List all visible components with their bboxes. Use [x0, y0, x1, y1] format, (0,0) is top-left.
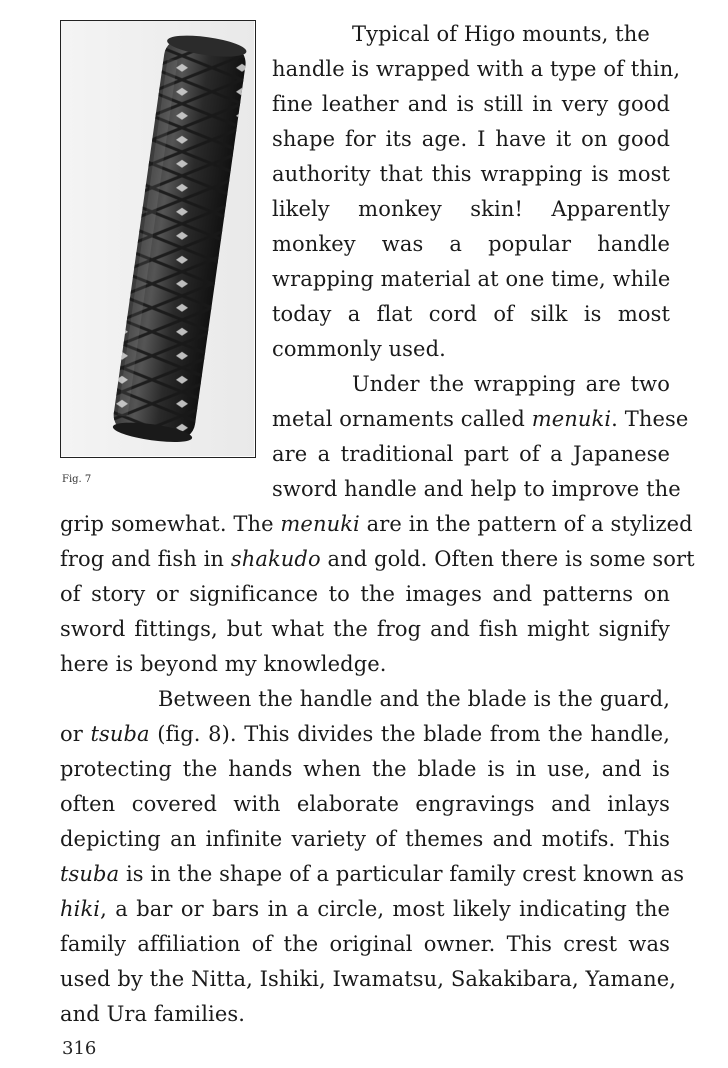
text-line: of story or significance to the images and patterns on — [60, 582, 670, 606]
text-line: handle is wrapped with a type of thin, — [272, 57, 681, 81]
text-line: sword handle and help to improve the — [272, 477, 681, 501]
figure-caption: Fig. 7 — [62, 474, 92, 485]
term-menuki: menuki — [280, 512, 360, 536]
text-span: and gold. Often there is some sort — [320, 547, 695, 571]
text-line: Typical of Higo mounts, the — [352, 22, 650, 46]
text-span: , a bar or bars in a circle, most likely indicating the — [100, 897, 670, 921]
sword-handle-photo — [61, 21, 254, 456]
text-line — [60, 892, 670, 927]
text-line: fine leather and is still in very good — [272, 92, 670, 116]
text-line: often covered with elaborate engravings and inlays — [60, 792, 670, 816]
text-span: are in the pattern of a stylized — [359, 512, 693, 536]
term-tsuba: tsuba — [60, 862, 120, 886]
text-line: monkey was a popular handle — [272, 232, 670, 256]
text-line — [60, 857, 685, 892]
term-hiki: hiki — [60, 897, 101, 921]
text-line: commonly used. — [272, 337, 446, 361]
term-tsuba: tsuba — [90, 722, 150, 746]
text-span: . These — [611, 407, 689, 431]
text-line: are a traditional part of a Japanese — [272, 442, 670, 466]
text-line — [60, 507, 693, 542]
term-menuki: menuki — [531, 407, 612, 431]
text-line — [60, 542, 695, 577]
page-number: 316 — [62, 1038, 97, 1059]
text-line: sword fittings, but what the frog and fish might signify — [60, 617, 670, 641]
text-line: and Ura families. — [60, 1002, 246, 1026]
text-line — [272, 402, 689, 437]
text-span: frog and fish in — [60, 547, 231, 571]
text-span: (fig. 8). This divides the blade from the handle, — [149, 722, 670, 746]
text-line: Under the wrapping are two — [352, 372, 670, 396]
text-line: family affiliation of the original owner. This crest was — [60, 932, 670, 956]
figure-7-frame — [60, 20, 256, 458]
text-line: wrapping material at one time, while — [272, 267, 671, 291]
text-line: here is beyond my knowledge. — [60, 652, 387, 676]
text-span: grip somewhat. The — [60, 512, 281, 536]
text-span: is in the shape of a particular family crest known as — [119, 862, 685, 886]
text-span: or — [60, 722, 91, 746]
text-line: today a flat cord of silk is most — [272, 302, 670, 326]
text-line: depicting an infinite variety of themes and motifs. This — [60, 827, 670, 851]
text-line — [60, 717, 670, 752]
text-line: shape for its age. I have it on good — [272, 127, 670, 151]
text-line: used by the Nitta, Ishiki, Iwamatsu, Sakakibara, Yamane, — [60, 967, 677, 991]
text-line: authority that this wrapping is most — [272, 162, 670, 186]
text-span: metal ornaments called — [272, 407, 532, 431]
text-line: protecting the hands when the blade is in use, and is — [60, 757, 670, 781]
text-line: Between the handle and the blade is the guard, — [158, 687, 670, 711]
term-shakudo: shakudo — [230, 547, 321, 571]
text-line: likely monkey skin! Apparently — [272, 197, 670, 221]
